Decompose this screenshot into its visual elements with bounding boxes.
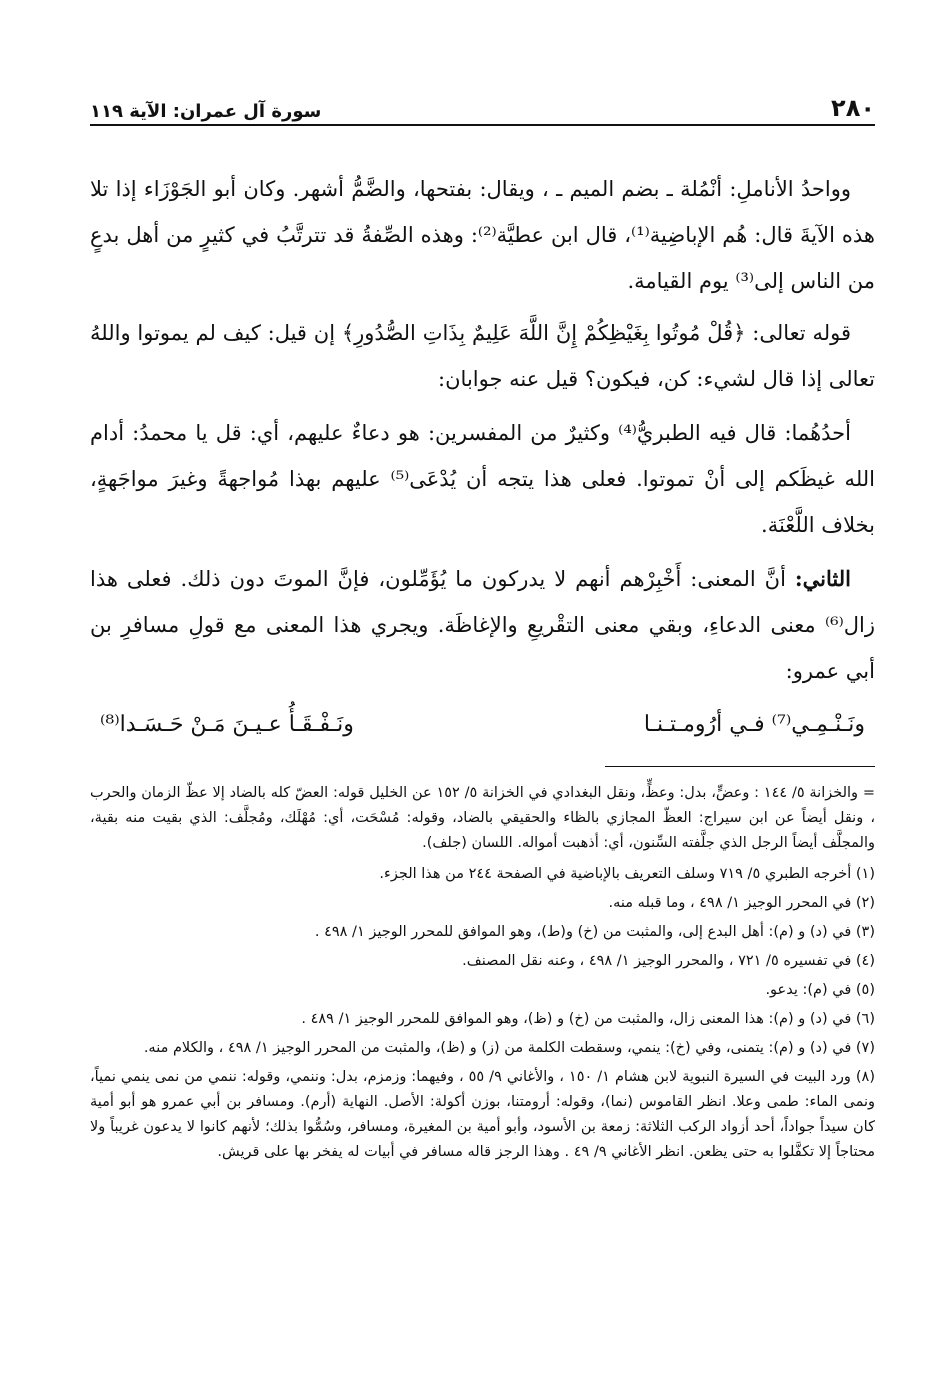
running-title: سورة آل عمران: الآية ١١٩: [90, 101, 322, 122]
paragraph-verse-quote: قوله تعالى: ﴿قُلْ مُوتُوا بِغَيْظِكُمْ إِنَّ اللَّهَ عَلِيمٌ بِذَاتِ الصُّدُورِ﴾ إن قيل: كيف لم يموتوا واللهُ تعالى إذا قال لشيء: كن، فيكون؟ قيل عنه جوابان:: [90, 321, 875, 391]
verse-second-hemistich: ونَـفْـقَـأُ عـيـنَ مَـنْ حَـسَـدا⁽⁸⁾: [100, 712, 354, 737]
page-number: ٢٨٠: [831, 94, 875, 122]
footnote-6: (٦) في (د) و (م): هذا المعنى زال، والمثبت من (خ) و (ظ)، وهو الموافق للمحرر الوجيز ١/ ٤٨٩ .: [301, 1011, 875, 1027]
poetry-verse: [90, 702, 875, 748]
footnotes: [90, 781, 875, 1165]
footnote-divider: [605, 766, 875, 767]
footnote-5: (٥) في (م): يدعو.: [765, 982, 875, 998]
footnote-3: (٣) في (د) و (م): أهل البدع إلى، والمثبت من (خ) و(ط)، وهو الموافق للمحرر الوجيز ١/ ٤٩٨ .: [314, 924, 875, 940]
verse-first-hemistich: ونَـنْـمِـي⁽⁷⁾ فـي أرُومـتـنـا: [643, 712, 865, 737]
paragraph-first-answer: أحدُهُما: قال فيه الطبريُّ⁽⁴⁾ وكثيرٌ من المفسرين: هو دعاءٌ عليهم، أي: قل يا محمدُ: أدام الله غيظَكم إلى أنْ تموتوا. فعلى هذا يتجه أن يُدْعَى⁽⁵⁾ عليهم بهذا مُواجهةً وغيرَ مواجَهةٍ، بخلاف اللَّعْنَة.: [90, 421, 876, 537]
second-answer-text: أنَّ المعنى: أَخْبِرْهم أنهم لا يدركون ما يُؤَمِّلون، فإنَّ الموتَ دون ذلك. فعلى هذا زال⁽⁶⁾ معنى الدعاءِ، وبقي معنى التقْريعِ والإغاظَة. ويجري هذا المعنى مع قولِ مسافرِ بن أبي عمرو:: [90, 567, 875, 683]
page-header: [90, 86, 875, 126]
paragraph-anamil: وواحدُ الأناملِ: أنْمُلة ـ بضم الميم ـ ، ويقال: بفتحها، والضَّمُّ أشهر. وكان أبو الجَوْزَاء إذا تلا هذه الآيةَ قال: هُم الإباضِية⁽¹⁾، قال ابن عطيَّة⁽²⁾: وهذه الصِّفةُ قد تترتَّبُ في كثيرٍ من أهل بدعٍ من الناس إلى⁽³⁾ يوم القيامة.: [90, 177, 875, 293]
document-page: [90, 86, 875, 1346]
paragraph-second-answer: [90, 556, 875, 694]
footnote-8: (٨) ورد البيت في السيرة النبوية لابن هشام ١/ ١٥٠ ، والأغاني ٩/ ٥٥ ، وفيهما: وزمزم، بدل: وننمي، وقوله: ننمي من نمى ينمي نمياً، ونمى الماء: طمى وعلا. انظر القاموس (نما)، وقوله: أرومتنا، بوزن أكولة: الأصل. النهاية (أرم). ومسافر بن أبي عمرو هو أبو أمية كان سيداً جواداً، أحد أزواد الركب الثلاثة: زمعة بن الأسود، وأبو أمية بن المغيرة، ومسافر، وسُمُّوا بذلك؛ لأنهم كانوا لا يدعون غريباً ولا محتاجاً إلا تكفَّلوا به حتى يظعن. انظر الأغاني ٩/ ٤٩ . وهذا الرجز قاله مسافر في أبيات له يفخر بها على قريش.: [90, 1069, 875, 1160]
footnote-2: (٢) في المحرر الوجيز ١/ ٤٩٨ ، وما قبله منه.: [608, 895, 875, 911]
main-text: [90, 166, 875, 748]
footnote-continuation: = والخزانة ٥/ ١٤٤ : وعضٍّ، بدل: وعظٍّ، ونقل البغدادي في الخزانة ٥/ ١٥٢ عن الخليل قوله: العضّ كله بالضاد إلا عظّ الزمان والحرب ، ونقل أيضاً عن ابن سيراج: العظّ المجازي بالظاء والحقيقي بالضاد، وقوله: مُسْحَت، أي: مُهْلَك، ومُجلَّف: الذي بقيت منه بقية، والمجلَّف أيضاً الرجل الذي جلَّفته السِّنون، أي: أذهبت أمواله. اللسان (جلف).: [90, 785, 875, 851]
second-answer-label: الثاني:: [794, 566, 851, 591]
footnote-7: (٧) في (د) و (م): يتمنى، وفي (خ): ينمي، وسقطت الكلمة من (ز) و (ظ)، والمثبت من المحرر الوجيز ١/ ٤٩٨ ، والكلام منه.: [143, 1040, 875, 1056]
footnote-4: (٤) في تفسيره ٥/ ٧٢١ ، والمحرر الوجيز ١/ ٤٩٨ ، وعنه نقل المصنف.: [462, 953, 875, 969]
footnote-1: (١) أخرجه الطبري ٥/ ٧١٩ وسلف التعريف بالإباضية في الصفحة ٢٤٤ من هذا الجزء.: [379, 866, 875, 882]
